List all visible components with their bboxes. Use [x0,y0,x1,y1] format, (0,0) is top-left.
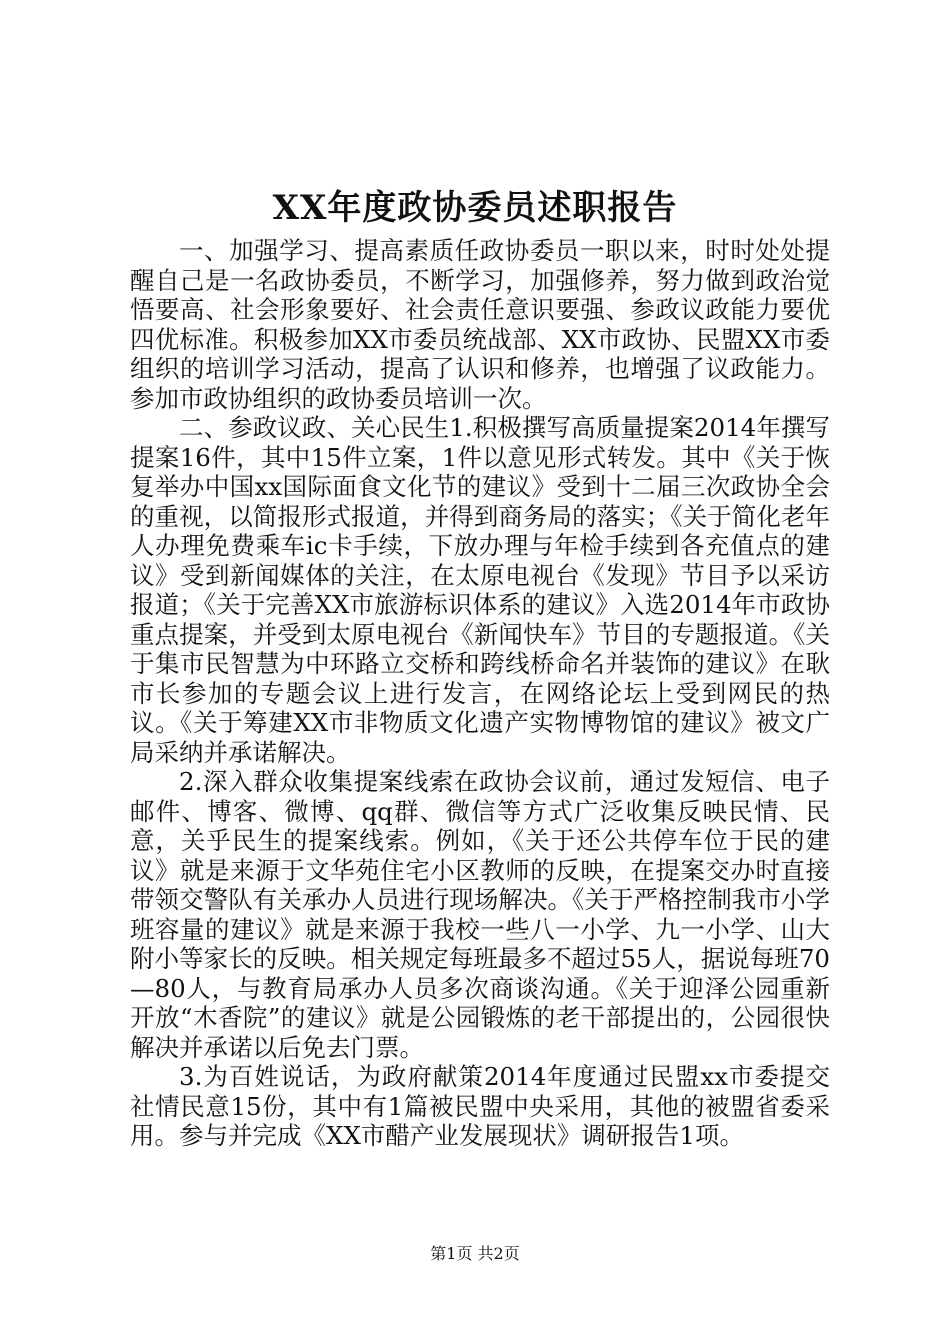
page-number-footer: 第1页 共2页 [430,1244,520,1263]
paragraph-4: 3.为百姓说话，为政府献策2014年度通过民盟xx市委提交社情民意15份，其中有1篇被民盟中央采用，其他的被盟省委采用。参与并完成《XX市醋产业发展现状》调研报告1项。 [130,1062,830,1150]
document-title: XX年度政协委员述职报告 [272,188,678,228]
paragraph-2: 二、参政议政、关心民生1.积极撰写高质量提案2014年撰写提案16件，其中15件立案，1件以意见形式转发。其中《关于恢复举办中国xx国际面食文化节的建议》受到十二届三次政协全会的重视，以简报形式报道，并得到商务局的落实；《关于简化老年人办理免费乘车ic卡手续，下放办理与年检手续到各充值点的建议》受到新闻媒体的关注，在太原电视台《发现》节目予以采访报道；《关于完善XX市旅游标识体系的建议》入选2014年市政协重点提案，并受到太原电视台《新闻快车》节目的专题报道。《关于集市民智慧为中环路立交桥和跨线桥命名并装饰的建议》在耿市长参加的专题会议上进行发言，在网络论坛上受到网民的热议。《关于筹建XX市非物质文化遗产实物博物馆的建议》被文广局采纳并承诺解决。 [130,413,830,767]
document-body [130,236,830,1151]
paragraph-3: 2.深入群众收集提案线索在政协会议前，通过发短信、电子邮件、博客、微博、qq群、微信等方式广泛收集反映民情、民意，关乎民生的提案线索。例如，《关于还公共停车位于民的建议》就是来源于文华苑住宅小区教师的反映，在提案交办时直接带领交警队有关承办人员进行现场解决。《关于严格控制我市小学班容量的建议》就是来源于我校一些八一小学、九一小学、山大附小等家长的反映。相关规定每班最多不超过55人，据说每班70—80人，与教育局承办人员多次商谈沟通。《关于迎泽公园重新开放“木香院”的建议》就是公园锻炼的老干部提出的，公园很快解决并承诺以后免去门票。 [130,767,830,1062]
paragraph-1: 一、加强学习、提高素质任政协委员一职以来，时时处处提醒自己是一名政协委员，不断学习，加强修养，努力做到政治觉悟要高、社会形象要好、社会责任意识要强、参政议政能力要优四优标准。积极参加XX市委员统战部、XX市政协、民盟XX市委组织的培训学习活动，提高了认识和修养，也增强了议政能力。参加市政协组织的政协委员培训一次。 [130,236,830,413]
